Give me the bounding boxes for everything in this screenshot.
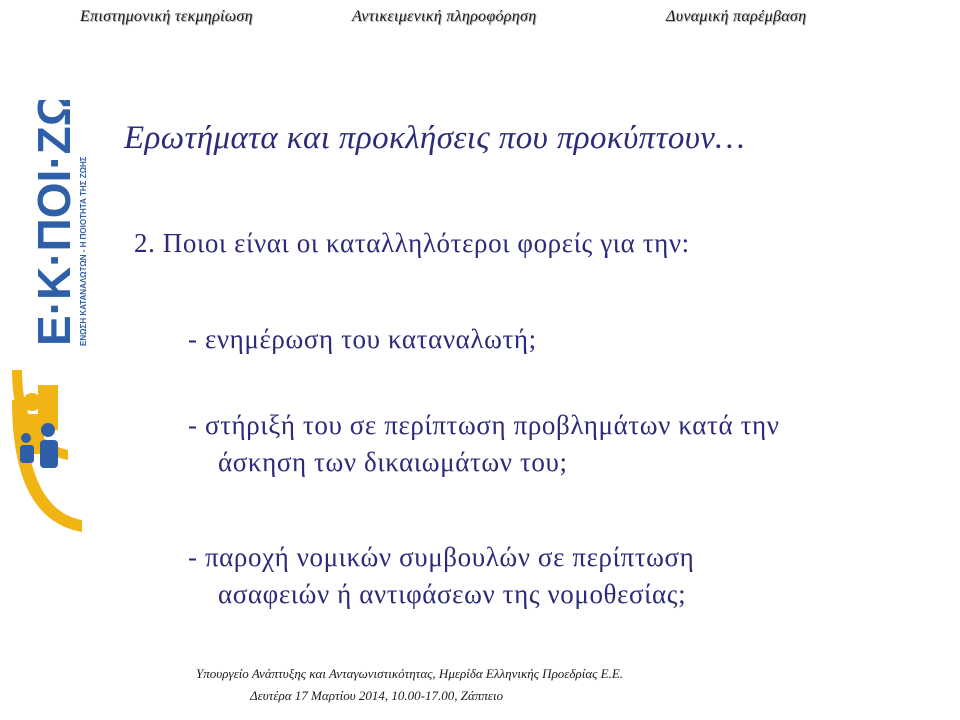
tagline-objective: Αντικειμενική πληροφόρηση: [352, 8, 537, 25]
bullet-continuation: ασαφειών ή αντιφάσεων της νομοθεσίας;: [218, 579, 687, 609]
tagline-scientific: Επιστημονική τεκμηρίωση: [80, 8, 253, 25]
slide-title: Ερωτήματα και προκλήσεις που προκύπτουν…: [124, 120, 746, 156]
footer-date-venue: Δευτέρα 17 Μαρτίου 2014, 10.00-17.00, Ζάππειο: [250, 688, 504, 703]
bullet-line: - παροχή νομικών συμβουλών σε περίπτωση: [188, 542, 695, 572]
tagline-dynamic: Δυναμική παρέμβαση: [666, 8, 807, 25]
bullet-line: - στήριξή του σε περίπτωση προβλημάτων κατά την: [188, 410, 780, 440]
bullet-item-1: [188, 324, 537, 355]
bullet-item-3: [188, 542, 694, 610]
bullet-line: - ενημέρωση του καταναλωτή;: [188, 324, 537, 354]
question-text: 2. Ποιοι είναι οι καταλληλότεροι φορείς για την:: [134, 228, 690, 258]
logo-subtitle: ΕΝΩΣΗ ΚΑΤΑΝΑΛΩΤΩΝ - Η ΠΟΙΟΤΗΤΑ ΤΗΣ ΖΩΗΣ: [79, 156, 88, 346]
bullet-continuation: άσκηση των δικαιωμάτων του;: [218, 447, 568, 477]
footer-organizer: Υπουργείο Ανάπτυξης και Ανταγωνιστικότητας, Ημερίδα Ελληνικής Προεδρίας Ε.Ε.: [196, 666, 624, 681]
header-taglines: [0, 8, 960, 32]
logo-wordmark: Ε·Κ·ΠΟΙ·ΖΩ: [28, 100, 80, 346]
ekpoizo-logo: [8, 100, 90, 540]
bullet-item-2: [188, 410, 780, 478]
logo-graphic: [8, 100, 90, 540]
